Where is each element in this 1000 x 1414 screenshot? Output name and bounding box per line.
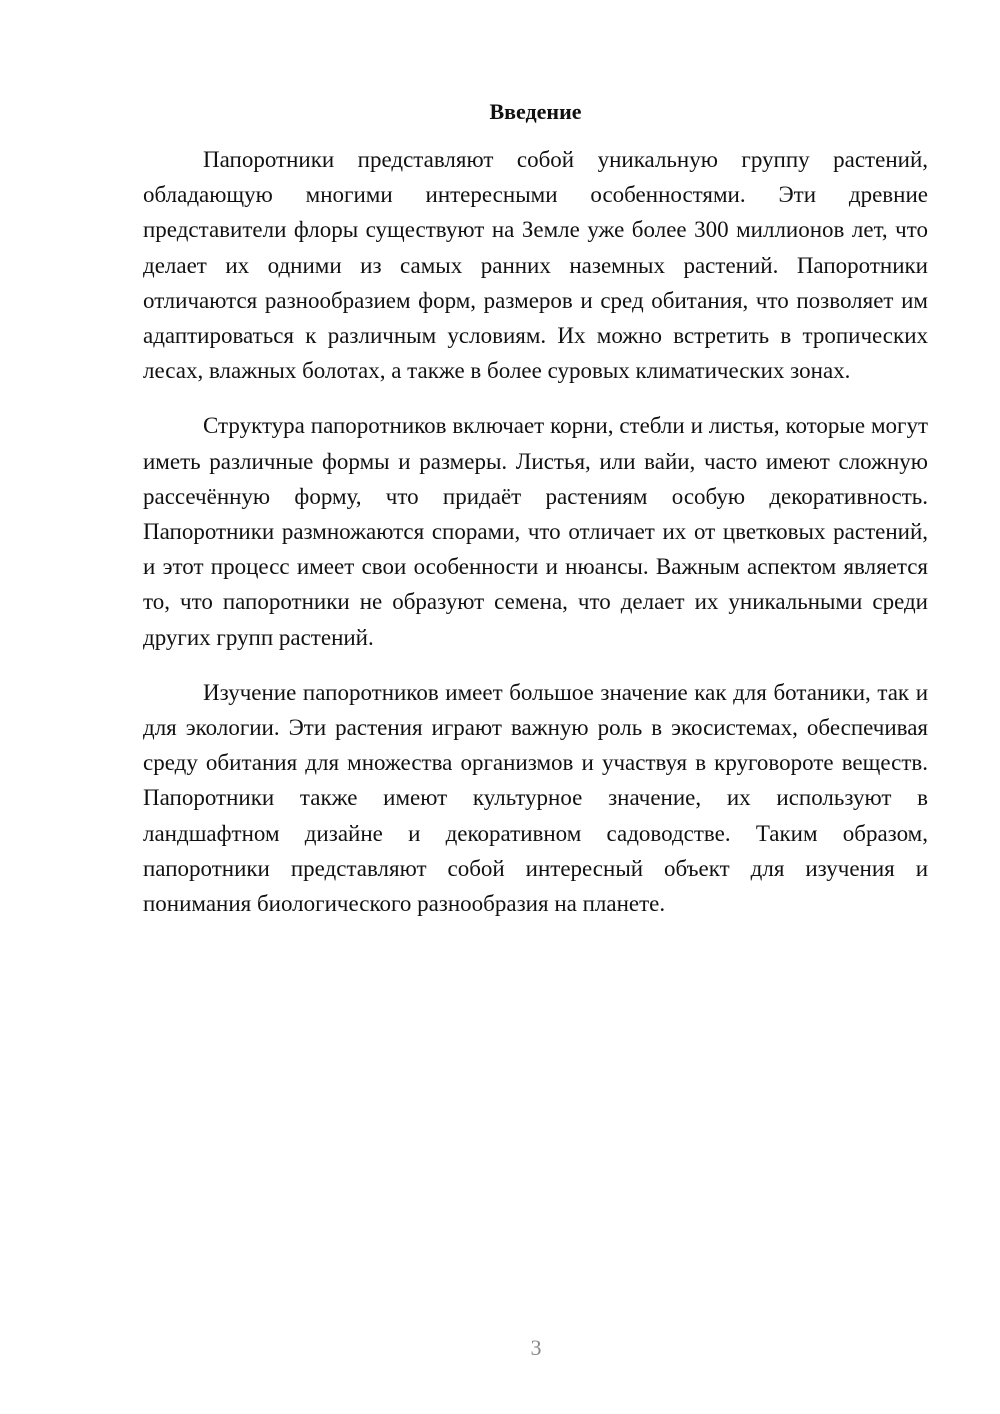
body-text [143, 142, 928, 941]
paragraph-3: Изучение папоротников имеет большое значение как для ботаники, так и для экологии. Эти растения играют важную роль в экосистемах, обеспечивая среду обитания для множества организмов и участвуя в круговороте веществ. Папоротники также имеют культурное значение, их используют в ландшафтном дизайне и декоративном садоводстве. Таким образом, папоротники представляют собой интересный объект для изучения и понимания биологического разнообразия на планете. [143, 679, 928, 917]
page-number: 3 [530, 1335, 542, 1360]
paragraph-1: Папоротники представляют собой уникальную группу растений, обладающую многими интересными особенностями. Эти древние представители флоры существуют на Земле уже более 300 миллионов лет, что делает их одними из самых ранних наземных растений. Папоротники отличаются разнообразием форм, размеров и сред обитания, что позволяет им адаптироваться к различным условиям. Их можно встретить в тропических лесах, влажных болотах, а также в более суровых климатических зонах. [143, 147, 928, 384]
section-title: Введение [489, 99, 582, 124]
paragraph-2: Структура папоротников включает корни, стебли и листья, которые могут иметь различные формы и размеры. Листья, или вайи, часто имеют сложную рассечённую форму, что придаёт растениям особую декоративность. Папоротники размножаются спорами, что отличает их от цветковых растений, и этот процесс имеет свои особенности и нюансы. Важным аспектом является то, что папоротники не образуют семена, что делает их уникальными среди других групп растений. [143, 413, 928, 650]
